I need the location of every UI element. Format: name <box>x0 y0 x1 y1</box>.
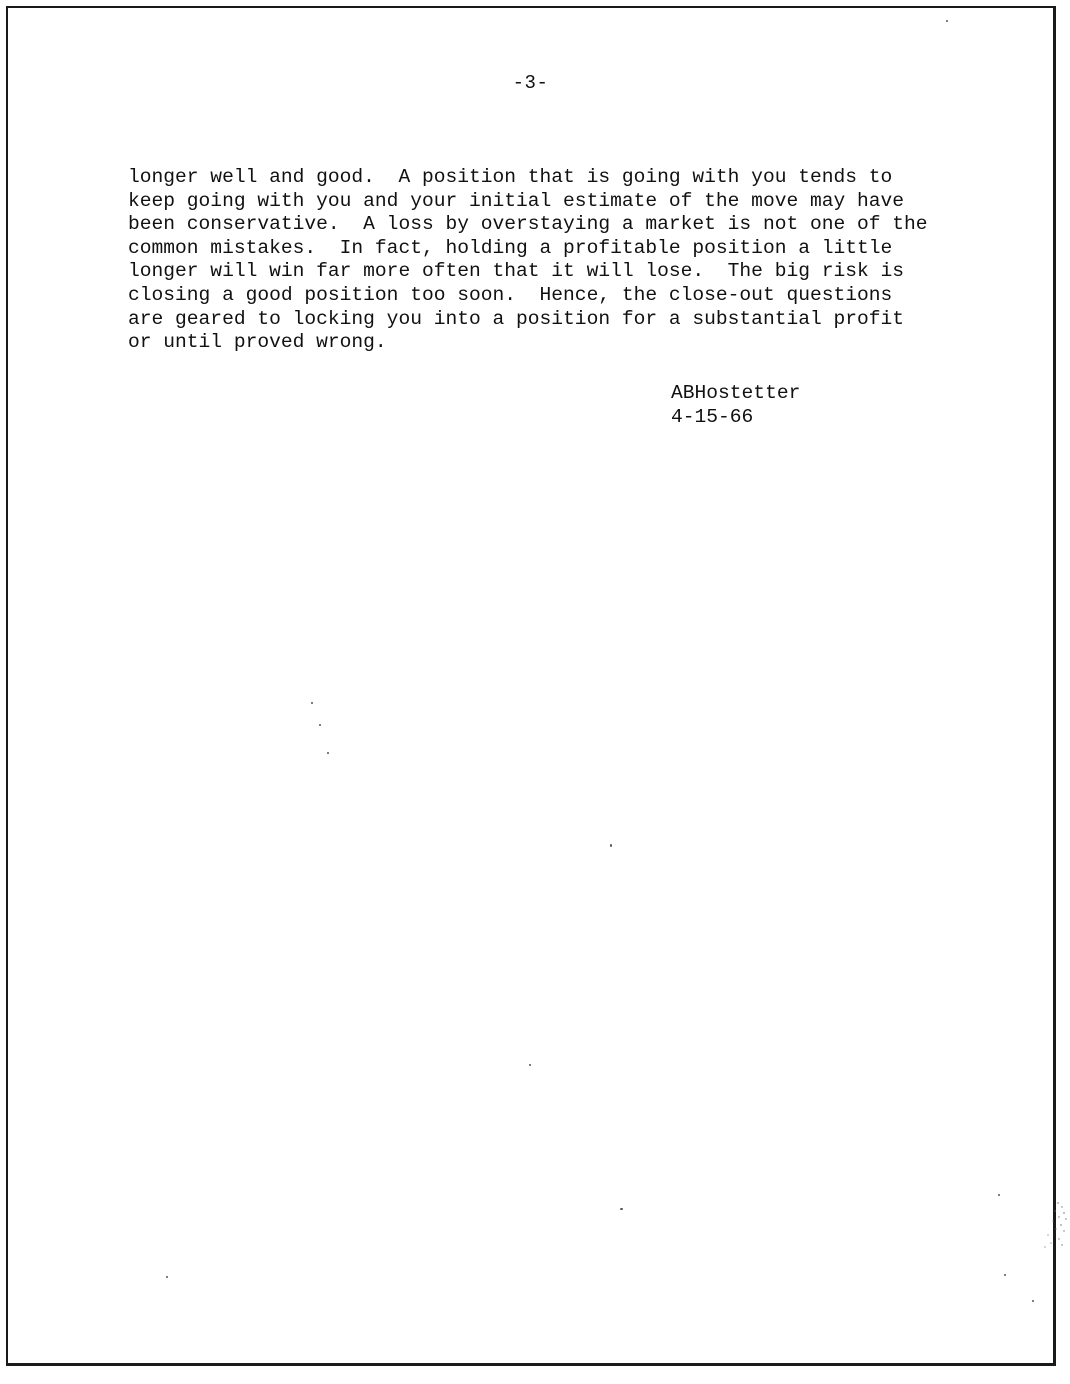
body-line: closing a good position too soon. Hence, the close-out questions <box>128 283 893 306</box>
signature-date: 4-15-66 <box>671 406 754 428</box>
scan-speck <box>319 724 321 726</box>
body-line: common mistakes. In fact, holding a profitable position a little <box>128 236 893 259</box>
body-line: longer well and good. A position that is going with you tends to <box>128 166 893 188</box>
scan-speck <box>1032 1300 1034 1302</box>
body-paragraph <box>128 166 1008 355</box>
scan-noise <box>1040 1195 1070 1255</box>
scan-speck <box>166 1276 168 1278</box>
scan-speck <box>1004 1274 1006 1276</box>
scan-speck <box>311 702 313 704</box>
scan-speck <box>529 1064 531 1066</box>
page-number: -3- <box>512 72 549 94</box>
body-line: been conservative. A loss by overstaying a market is not one of the <box>128 213 928 236</box>
body-line: keep going with you and your initial estimate of the move may have <box>128 189 905 212</box>
scan-speck <box>327 752 329 754</box>
signature-name: ABHostetter <box>671 382 801 404</box>
body-line: longer will win far more often that it will lose. The big risk is <box>128 260 905 283</box>
scan-speck <box>620 1208 623 1210</box>
signature-block <box>671 381 800 429</box>
body-line: are geared to locking you into a position for a substantial profit <box>128 307 905 330</box>
scan-speck <box>946 20 948 22</box>
scan-speck <box>610 844 612 847</box>
body-line: or until proved wrong. <box>128 331 387 354</box>
scan-speck <box>998 1194 1000 1196</box>
document-page <box>6 6 1056 1366</box>
